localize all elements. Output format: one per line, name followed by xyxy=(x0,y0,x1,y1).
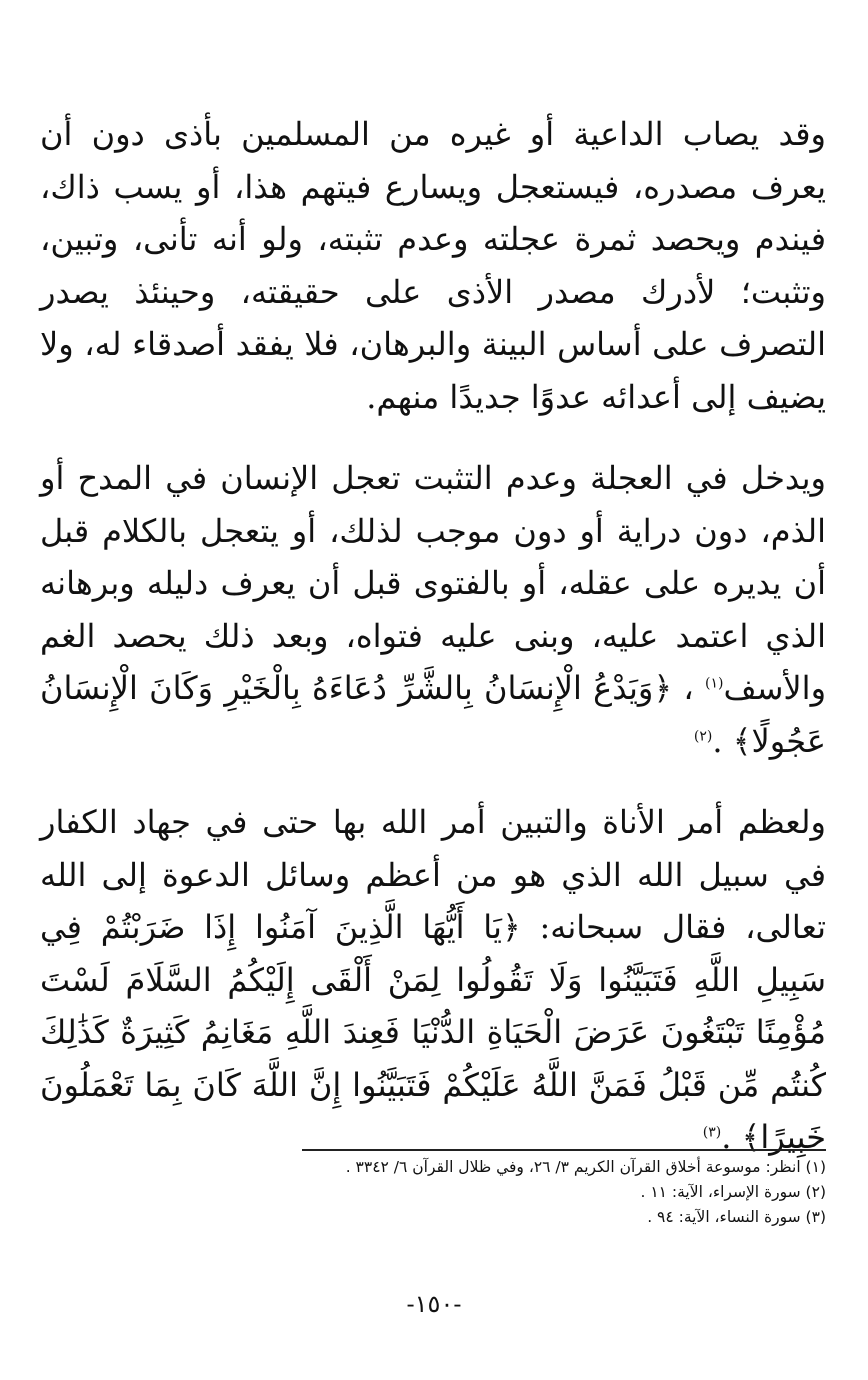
paragraph-3-end: . xyxy=(721,1118,742,1156)
quran-verse-isra-11: ﴿وَيَدْعُ الْإِنسَانُ بِالشَّرِّ دُعَاءَهُ بِالْخَيْرِ وَكَانَ الْإِنسَانُ عَجُولًا﴾ xyxy=(40,669,826,760)
footnote-3: (٣) سورة النساء، الآية: ٩٤ . xyxy=(647,1208,826,1226)
quran-verse-nisa-94: ﴿يَا أَيُّهَا الَّذِينَ آمَنُوا إِذَا ضَرَبْتُمْ فِي سَبِيلِ اللَّهِ فَتَبَيَّنُوا وَلَا تَقُولُوا لِمَنْ أَلْقَى إِلَيْكُمُ السَّلَامَ لَسْتَ مُؤْمِنًا تَبْتَغُونَ عَرَضَ الْحَيَاةِ الدُّنْيَا فَعِندَ اللَّهِ مَغَانِمُ كَثِيرَةٌ كَذَٰلِكَ كُنتُم مِّن قَبْلُ فَمَنَّ اللَّهُ عَلَيْكُمْ فَتَبَيَّنُوا إِنَّ اللَّهَ كَانَ بِمَا تَعْمَلُونَ خَبِيرًا﴾ xyxy=(40,908,826,1156)
paragraph-2-separator: ، xyxy=(672,669,706,707)
paragraph-2-end: . xyxy=(712,721,733,760)
footnote-2: (٢) سورة الإسراء، الآية: ١١ . xyxy=(640,1183,826,1201)
footnotes xyxy=(302,1149,826,1230)
paragraph-3-text: ولعظم أمر الأناة والتبين أمر الله بها حتى في جهاد الكفار في سبيل الله الذي هو من أعظم وسائل الدعوة إلى الله تعالى، فقال سبحانه: xyxy=(40,803,826,946)
footnote-1: (١) انظر: موسوعة أخلاق القرآن الكريم ٣/ ٢٦، وفي ظلال القرآن ٦/ ٣٣٤٢ . xyxy=(345,1158,826,1176)
footnote-divider xyxy=(302,1149,826,1151)
paragraph-3 xyxy=(40,796,826,1164)
paragraph-1: وقد يصاب الداعية أو غيره من المسلمين بأذى دون أن يعرف مصدره، فيستعجل ويسارع فيتهم هذا، أو يسب ذاك، فيندم ويحصد ثمرة عجلته وعدم تثبته، ولو أنه تأنى، وتبين، وتثبت؛ لأدرك مصدر الأذى على حقيقته، وحينئذ يصدر التصرف على أساس البينة والبرهان، فلا يفقد أصدقاء له، ولا يضيف إلى أعدائه عدوًا جديدًا منهم. xyxy=(40,115,827,416)
footnote-ref-1: (١) xyxy=(705,675,724,692)
paragraph-2-text: ويدخل في العجلة وعدم التثبت تعجل الإنسان في المدح أو الذم، دون دراية أو دون موجب لذلك، أو يتعجل بالكلام قبل أن يديره على عقله، أو بالفتوى قبل أن يعرف دليله وبرهانه الذي اعتمد عليه، وبنى عليه فتواه، وبعد ذلك يحصد الغم والأسف xyxy=(40,459,827,707)
footnote-ref-2: (٢) xyxy=(693,727,713,744)
page-number: -١٥٠- xyxy=(406,1290,462,1318)
footnote-ref-3: (٣) xyxy=(702,1124,722,1141)
paragraph-2 xyxy=(40,452,826,767)
